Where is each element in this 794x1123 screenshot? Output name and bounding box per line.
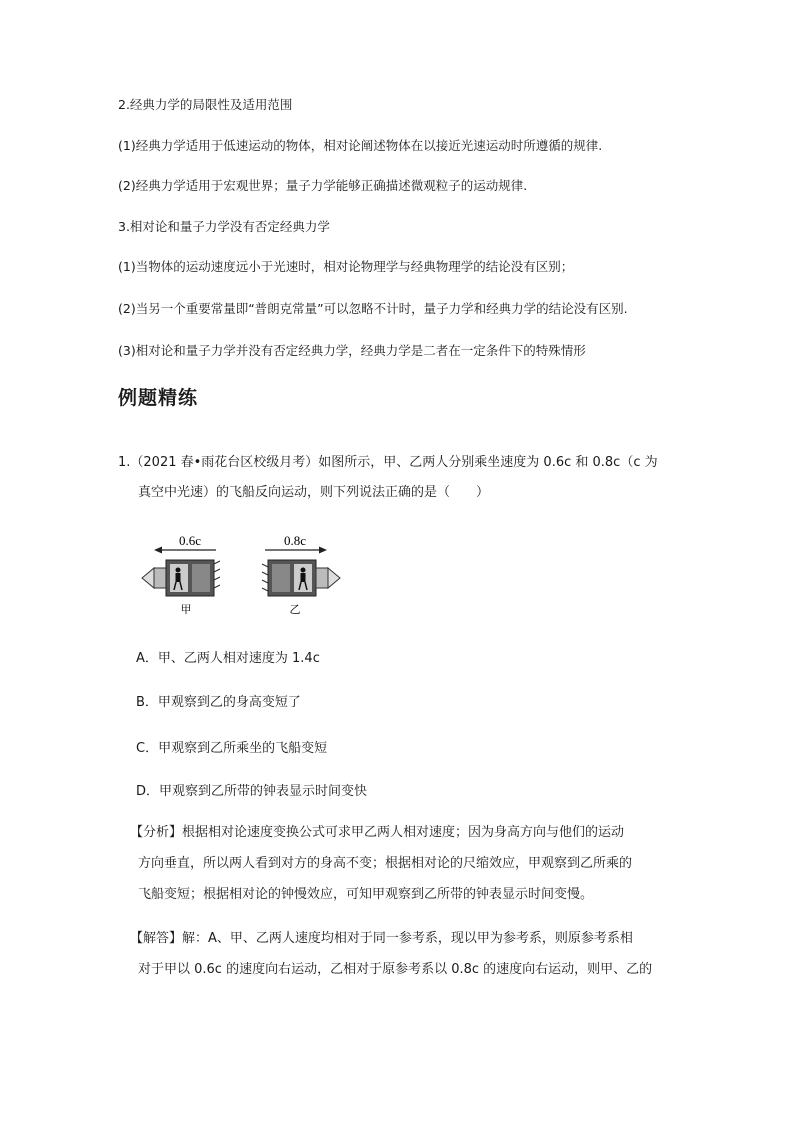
person-yi-icon — [301, 568, 306, 573]
section2-paragraph-2: (2)经典力学适用于宏观世界；量子力学能够正确描述微观粒子的运动规律. — [118, 178, 528, 193]
analysis-line-1: 【分析】根据相对论速度变换公式可求甲乙两人相对速度；因为身高方向与他们的运动 — [130, 825, 625, 840]
left-spaceship — [142, 560, 220, 596]
option-d: D．甲观察到乙所带的钟表显示时间变快 — [136, 784, 368, 799]
right-speed-label: 0.8c — [283, 533, 307, 548]
analysis-line-3: 飞船变短；根据相对论的钟慢效应，可知甲观察到乙所带的钟表显示时间变慢。 — [138, 887, 594, 902]
spaceship-diagram — [140, 528, 355, 618]
section2-paragraph-1: (1)经典力学适用于低速运动的物体，相对论阐述物体在以接近光速运动时所遵循的规律. — [118, 138, 603, 153]
left-arrow-head — [154, 547, 162, 554]
solution-line-2: 对于甲以 0.6c 的速度向右运动，乙相对于原参考系以 0.8c 的速度向右运动，则甲、乙的 — [138, 962, 653, 977]
section3-paragraph-2: (2)当另一个重要常量即“普朗克常量”可以忽略不计时，量子力学和经典力学的结论没有区别. — [118, 301, 628, 316]
left-speed-label: 0.6c — [178, 533, 202, 548]
person-jia-icon — [176, 568, 181, 573]
right-arrow-head — [319, 547, 327, 554]
section2-heading: 2.经典力学的局限性及适用范围 — [118, 97, 293, 112]
section3-paragraph-1: (1)当物体的运动速度远小于光速时，相对论物理学与经典物理学的结论没有区别； — [118, 259, 574, 274]
examples-title: 例题精练 — [118, 387, 199, 409]
question-line-2: 真空中光速）的飞船反向运动，则下列说法正确的是（ ） — [138, 485, 490, 500]
spaceship-figure — [140, 528, 355, 618]
option-c: C．甲观察到乙所乘坐的飞船变短 — [136, 741, 328, 756]
right-spaceship — [262, 560, 340, 596]
left-ship-label: 甲 — [180, 603, 192, 616]
section3-paragraph-3: (3)相对论和量子力学并没有否定经典力学，经典力学是二者在一定条件下的特殊情形 — [118, 343, 586, 358]
analysis-line-2: 方向垂直，所以两人看到对方的身高不变；根据相对论的尺缩效应，甲观察到乙所乘的 — [138, 856, 633, 871]
question-line-1: 1.（2021 春•雨花台区校级月考）如图所示，甲、乙两人分别乘坐速度为 0.6c 和 0.8c（c 为 — [118, 455, 658, 470]
right-ship-label: 乙 — [289, 603, 301, 616]
solution-line-1: 【解答】解：A、甲、乙两人速度均相对于同一参考系，现以甲为参考系，则原参考系相 — [130, 931, 633, 946]
section3-heading: 3.相对论和量子力学没有否定经典力学 — [118, 219, 330, 234]
option-b: B．甲观察到乙的身高变短了 — [136, 695, 301, 710]
option-a: A．甲、乙两人相对速度为 1.4c — [136, 651, 320, 666]
